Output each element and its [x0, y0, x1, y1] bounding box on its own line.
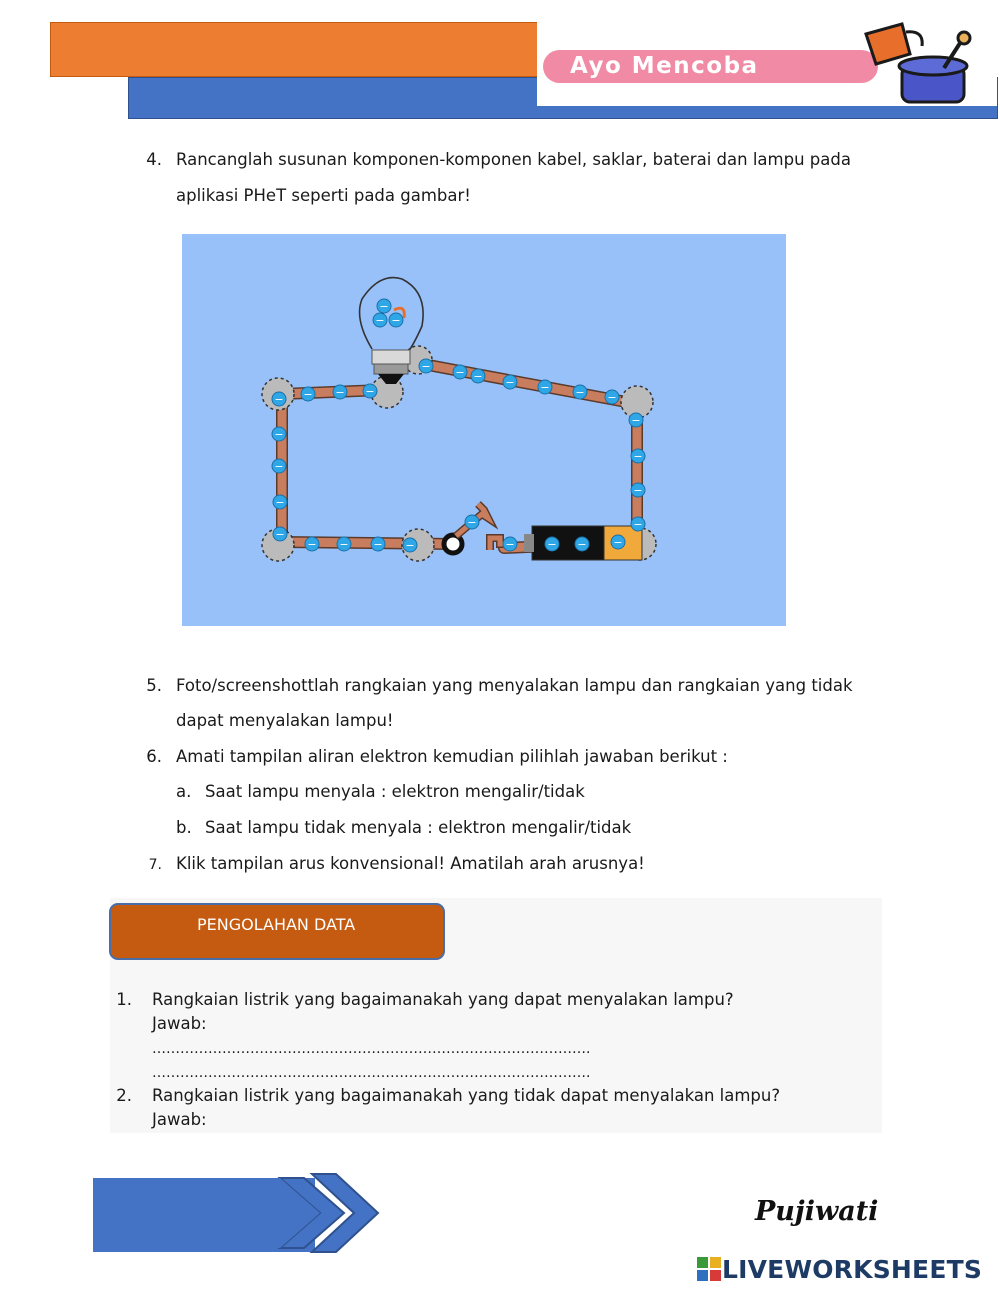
liveworksheets-logo-icon	[697, 1257, 721, 1281]
section-heading: PENGOLAHAN DATA	[197, 915, 356, 934]
svg-text:−: −	[274, 393, 284, 406]
electron	[503, 537, 517, 551]
instruction-6-number: 6.	[146, 747, 162, 766]
electron	[272, 459, 286, 473]
electron	[337, 537, 351, 551]
svg-text:−: −	[405, 539, 415, 552]
svg-text:−: −	[455, 366, 465, 379]
instruction-4-number: 4.	[146, 150, 162, 169]
sub-item-a-text: Saat lampu menyala : elektron mengalir/tidak	[205, 782, 585, 801]
question-1-text: Rangkaian listrik yang bagaimanakah yang dapat menyalakan lampu?	[152, 990, 734, 1009]
electron	[538, 380, 552, 394]
electron	[389, 313, 403, 327]
instruction-4-line1: Rancanglah susunan komponen-komponen kabel, saklar, baterai dan lampu pada	[176, 150, 851, 169]
electron	[301, 387, 315, 401]
question-2-number: 2.	[116, 1086, 132, 1105]
svg-text:−: −	[633, 484, 643, 497]
svg-text:−: −	[339, 538, 349, 551]
svg-text:−: −	[473, 370, 483, 383]
svg-text:−: −	[631, 414, 641, 427]
svg-text:−: −	[275, 528, 285, 541]
svg-text:−: −	[577, 538, 587, 551]
svg-text:−: −	[633, 450, 643, 463]
instruction-4-line2: aplikasi PHeT seperti pada gambar!	[176, 186, 471, 205]
question-2-text: Rangkaian listrik yang bagaimanakah yang tidak dapat menyalakan lampu?	[152, 1086, 781, 1105]
electron	[272, 427, 286, 441]
electron	[272, 392, 286, 406]
electron	[631, 449, 645, 463]
cooking-pot-icon	[858, 20, 973, 108]
circuit-diagram	[182, 234, 786, 626]
svg-text:−: −	[373, 538, 383, 551]
electron	[465, 515, 479, 529]
electron	[273, 527, 287, 541]
electron	[403, 538, 417, 552]
svg-text:−: −	[421, 360, 431, 373]
electron	[305, 537, 319, 551]
svg-text:−: −	[547, 538, 557, 551]
question-1-answer-line-1[interactable]: ………………………………………………………………………………….	[152, 1041, 591, 1057]
header-orange-bar	[50, 22, 540, 77]
svg-text:−: −	[274, 428, 284, 441]
electron	[471, 369, 485, 383]
electron	[371, 537, 385, 551]
svg-text:−: −	[275, 496, 285, 509]
electrons	[272, 299, 645, 552]
electron	[453, 365, 467, 379]
instruction-5-line1: Foto/screenshottlah rangkaian yang menyalakan lampu dan rangkaian yang tidak	[176, 676, 853, 695]
svg-text:−: −	[575, 386, 585, 399]
electron	[377, 299, 391, 313]
electron	[273, 495, 287, 509]
instruction-5-number: 5.	[146, 676, 162, 695]
electron	[419, 359, 433, 373]
open-switch	[444, 504, 515, 553]
question-1-number: 1.	[116, 990, 132, 1009]
electron	[545, 537, 559, 551]
svg-text:−: −	[375, 314, 385, 327]
electron	[503, 375, 517, 389]
electron	[629, 413, 643, 427]
instruction-7-line1: Klik tampilan arus konvensional! Amatilah arah arusnya!	[176, 854, 645, 873]
electron	[333, 385, 347, 399]
sub-item-b-text: Saat lampu tidak menyala : elektron mengalir/tidak	[205, 818, 632, 837]
electron	[363, 384, 377, 398]
svg-text:−: −	[365, 385, 375, 398]
sub-item-b-letter: b.	[176, 818, 192, 837]
svg-text:−: −	[505, 538, 515, 551]
svg-text:−: −	[379, 300, 389, 313]
question-1-answer-line-2[interactable]: ………………………………………………………………………………….	[152, 1065, 591, 1081]
sub-item-a-letter: a.	[176, 782, 192, 801]
electron	[611, 535, 625, 549]
svg-text:−: −	[303, 388, 313, 401]
question-2-answer-label: Jawab:	[152, 1110, 207, 1129]
instruction-7-number: 7.	[148, 857, 162, 873]
electron	[373, 313, 387, 327]
chevron-right-icon	[220, 1172, 400, 1254]
svg-text:−: −	[613, 536, 623, 549]
svg-text:−: −	[335, 386, 345, 399]
author-signature: Pujiwati	[755, 1196, 879, 1227]
svg-text:−: −	[391, 314, 401, 327]
phet-circuit-simulation	[182, 234, 786, 626]
electron	[605, 390, 619, 404]
svg-text:−: −	[633, 518, 643, 531]
svg-text:−: −	[505, 376, 515, 389]
svg-text:−: −	[607, 391, 617, 404]
liveworksheets-brand[interactable]: LIVEWORKSHEETS	[722, 1255, 983, 1284]
svg-text:−: −	[540, 381, 550, 394]
electron	[575, 537, 589, 551]
svg-text:−: −	[467, 516, 477, 529]
instruction-6-line1: Amati tampilan aliran elektron kemudian pilihlah jawaban berikut :	[176, 747, 728, 766]
instruction-5-line2: dapat menyalakan lampu!	[176, 711, 394, 730]
electron	[631, 517, 645, 531]
question-1-answer-label: Jawab:	[152, 1014, 207, 1033]
electron	[631, 483, 645, 497]
svg-text:−: −	[307, 538, 317, 551]
electron	[573, 385, 587, 399]
banner-title: Ayo Mencoba	[570, 53, 759, 79]
svg-text:−: −	[274, 460, 284, 473]
